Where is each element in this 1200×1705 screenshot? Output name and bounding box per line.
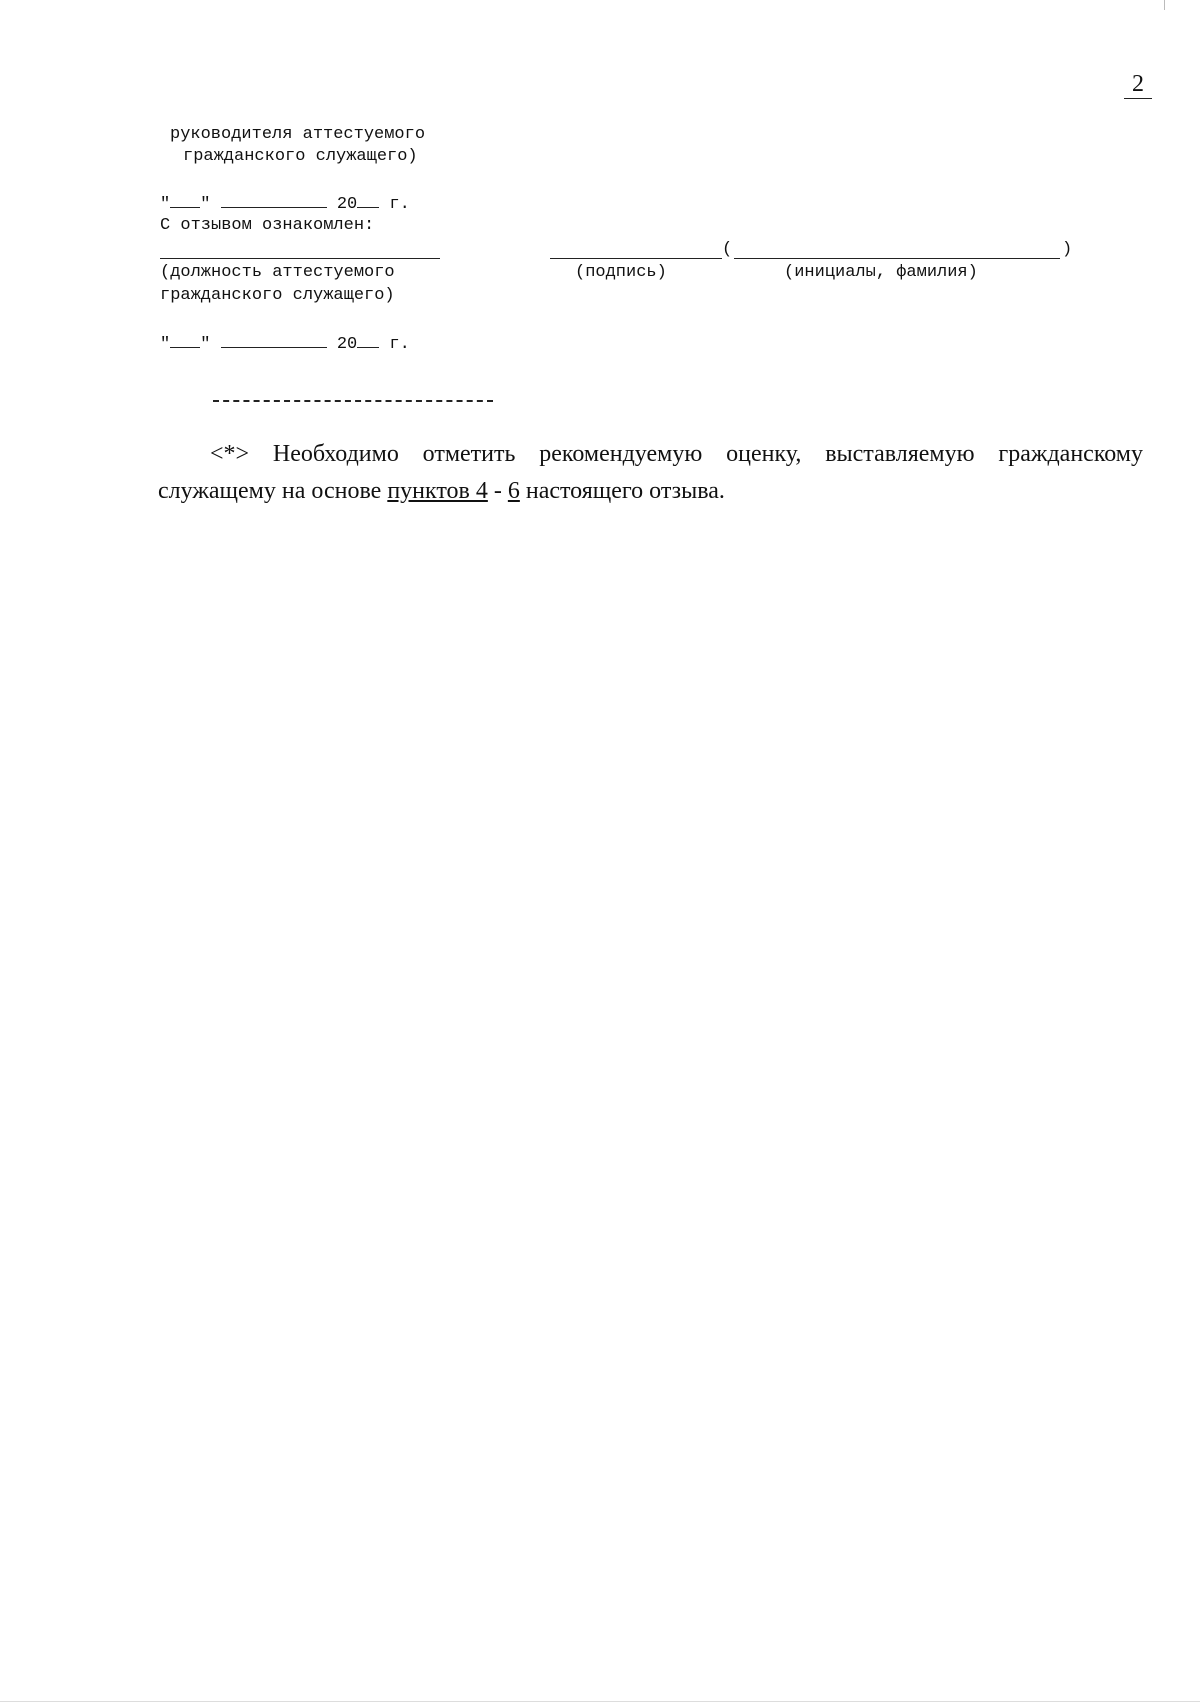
day-blank[interactable] (170, 191, 200, 208)
date-row-1 (160, 191, 410, 216)
acquainted-label: С отзывом ознакомлен: (160, 216, 375, 235)
quote-open: " (160, 335, 171, 354)
quote-open: " (160, 195, 171, 214)
employee-position-label-line2: гражданского служащего) (160, 286, 395, 305)
month-blank[interactable] (221, 331, 327, 348)
year-blank[interactable] (357, 331, 379, 348)
footnote (158, 436, 1143, 510)
paren-open: ( (722, 240, 733, 259)
year-suffix: г. (389, 335, 410, 354)
footnote-text-after: настоящего отзыва. (519, 478, 725, 504)
year-prefix: 20 (336, 195, 358, 214)
manager-label-line2: гражданского служащего) (183, 147, 418, 166)
year-suffix: г. (389, 195, 410, 214)
footnote-ref-link-1[interactable]: пунктов 4 (387, 478, 488, 504)
footnote-ref-link-2[interactable]: 6 (507, 478, 520, 504)
year-blank[interactable] (357, 191, 379, 208)
year-prefix: 20 (336, 335, 358, 354)
month-blank[interactable] (221, 191, 327, 208)
day-blank[interactable] (170, 331, 200, 348)
scan-artifact (0, 1701, 1200, 1702)
employee-position-label-line1: (должность аттестуемого (160, 263, 395, 282)
page-number: 2 (1124, 70, 1152, 99)
manager-label-line1: руководителя аттестуемого (170, 125, 426, 144)
quote-close: " (200, 195, 211, 214)
initials-line[interactable] (734, 258, 1060, 259)
signature-label: (подпись) (575, 263, 667, 282)
footnote-text-before: <*> Необходимо отметить рекомендуемую оценку, выставляемую гражданскому служащему на основе (158, 441, 1143, 504)
paren-close: ) (1062, 240, 1073, 259)
scan-artifact (1164, 0, 1165, 10)
footnote-dash: - (487, 478, 508, 504)
date-row-2 (160, 331, 410, 356)
initials-label: (инициалы, фамилия) (784, 263, 978, 282)
footnote-separator (213, 400, 493, 402)
signature-line[interactable] (550, 258, 722, 259)
employee-position-line[interactable] (160, 258, 440, 259)
quote-close: " (200, 335, 211, 354)
